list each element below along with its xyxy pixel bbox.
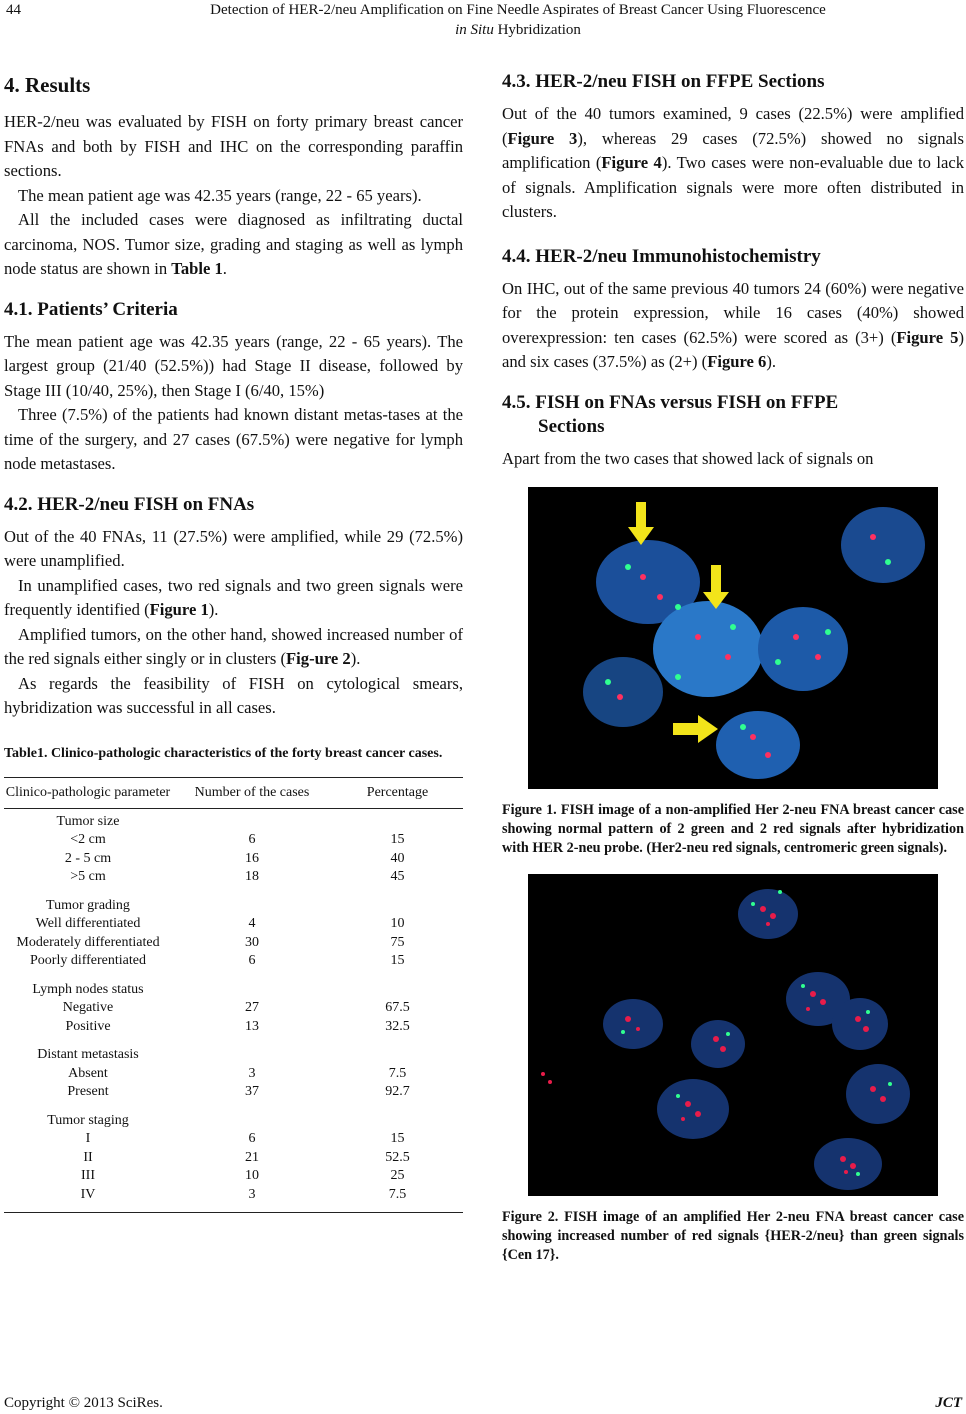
table-cell-cases: 13	[245, 1018, 259, 1034]
page-number: 44	[6, 2, 21, 18]
footer-copyright: Copyright © 2013 SciRes.	[4, 1395, 163, 1411]
table-group-row	[4, 1036, 463, 1065]
table-cell-percentage: 25	[390, 1168, 405, 1183]
fna-paragraph-3: Amplified tumors, on the other hand, showed increased number of the red signals either singly or in clusters (Fig-ure 2).	[4, 624, 463, 668]
table-group-row	[4, 887, 463, 916]
table-cell-percentage: 10	[390, 916, 405, 931]
table-cell-parameter: >5 cm	[70, 869, 106, 884]
table-cell-percentage: 67.5	[385, 1000, 410, 1015]
fna-paragraph-4: As regards the feasibility of FISH on cytological smears, hybridization was successful in all cases.	[4, 673, 463, 717]
table-cell-cases: 6	[248, 832, 256, 847]
table-1-reference: Table 1	[171, 259, 223, 278]
results-heading: 4. Results	[4, 73, 91, 97]
table-cell-percentage: 15	[390, 953, 405, 968]
header-title-line2: in Situ Hybridization	[455, 22, 581, 38]
table-cell-cases: 10	[245, 1168, 259, 1183]
table-cell-percentage: 45	[390, 869, 405, 884]
table-cell-cases: 37	[245, 1084, 259, 1099]
table-cell-parameter: <2 cm	[70, 832, 106, 847]
table-cell-parameter: IV	[4, 1186, 172, 1213]
section-4-1-heading: 4.1. Patients’ Criteria	[4, 298, 178, 320]
table-cell-parameter: Poorly differentiated	[30, 953, 146, 968]
table-cell-parameter: I	[85, 1131, 91, 1146]
table-cell-parameter: Moderately differentiated	[16, 934, 160, 950]
table-group-label: Distant metastasis	[37, 1047, 139, 1062]
table-group-row	[4, 1102, 463, 1131]
table-cell-cases: 21	[245, 1149, 259, 1165]
table-row	[4, 934, 463, 953]
table-cell-cases: 6	[248, 1131, 256, 1146]
fna-paragraph-2: In unamplified cases, two red signals and two green signals were frequently identified (Figure 1).	[4, 575, 463, 619]
table-cell-percentage: 7.5	[332, 1186, 463, 1213]
ffpe-paragraph: Out of the 40 tumors examined, 9 cases (22.5%) were amplified (Figure 3), whereas 29 cases (72.5%) showed no signals amplification (Figure 4). Two cases were non-evaluable due to lack of signals. Amplification signals were more often distributed in clusters.	[502, 104, 964, 221]
footer-journal: JCT	[935, 1395, 962, 1411]
table-cell-parameter: 2 - 5 cm	[64, 850, 112, 866]
section-4-5-heading: 4.5. FISH on FNAs versus FISH on FFPE Sections	[502, 391, 839, 437]
table-cell-parameter: II	[83, 1149, 93, 1165]
table-cell-parameter: Positive	[65, 1018, 111, 1034]
table-row	[4, 1186, 463, 1213]
table-cell-cases: 4	[248, 916, 256, 931]
table-row	[4, 1130, 463, 1149]
fna-paragraph-1: Out of the 40 FNAs, 11 (27.5%) were amplified, while 29 (72.5%) were unamplified.	[4, 526, 463, 570]
table-cell-percentage: 32.5	[385, 1018, 410, 1034]
table-cell-percentage: 15	[390, 832, 405, 847]
table-cell-percentage: 7.5	[388, 1065, 407, 1081]
table-row	[4, 831, 463, 850]
table-row	[4, 999, 463, 1018]
table-cell-cases: 18	[245, 869, 259, 884]
right-column	[502, 70, 964, 1265]
table-cell-percentage: 15	[390, 1131, 405, 1146]
patients-paragraph-2: Three (7.5%) of the patients had known distant metas-tases at the time of the surgery, and 27 cases (67.5%) were negative for lymph node metastases.	[4, 405, 463, 473]
table-cell-parameter: Absent	[68, 1065, 108, 1081]
left-column	[4, 70, 463, 1213]
header-title-line1: Detection of HER-2/neu Amplification on Fine Needle Aspirates of Breast Cancer Using Fluorescence	[210, 2, 826, 18]
table-cell-cases: 6	[248, 953, 256, 968]
table-group-label: Lymph nodes status	[32, 981, 144, 997]
table-cell-cases: 3	[172, 1186, 332, 1213]
table-row	[4, 915, 463, 934]
table-cell-cases: 30	[245, 934, 259, 950]
table-cell-percentage: 92.7	[385, 1084, 410, 1099]
table-group-row	[4, 971, 463, 1000]
table-row	[4, 1149, 463, 1168]
table-row	[4, 1083, 463, 1102]
table-cell-percentage: 40	[390, 850, 405, 866]
table-cell-percentage: 52.5	[385, 1149, 410, 1165]
figure-2-fish-image	[528, 874, 938, 1196]
table-row	[4, 1018, 463, 1037]
table-group-label: Tumor size	[56, 813, 120, 829]
table-header-percentage: Percentage	[332, 777, 463, 808]
table-row	[4, 1065, 463, 1084]
table-row	[4, 868, 463, 887]
table-cell-percentage: 75	[390, 934, 405, 950]
running-header	[70, 0, 966, 40]
results-paragraph-3: All the included cases were diagnosed as infiltrating ductal carcinoma, NOS. Tumor size, grading and staging as well as lymph node status are shown in Table 1.	[4, 210, 463, 278]
table-cell-parameter: Present	[67, 1084, 109, 1099]
table-cell-parameter: Negative	[62, 1000, 114, 1015]
table-caption: Table1. Clinico-pathologic characteristics of the forty breast cancer cases.	[4, 745, 443, 761]
table-group-label: Tumor staging	[47, 1112, 129, 1128]
table-row	[4, 850, 463, 869]
figure-1-caption: Figure 1. FISH image of a non-amplified Her 2-neu FNA breast cancer case showing normal pattern of 2 green and 2 red signals after hybridization with HER 2-neu probe. (Her2-neu red signals, centromeric green signals).	[502, 802, 964, 856]
table-row	[4, 952, 463, 971]
results-paragraph-2: The mean patient age was 42.35 years (range, 22 - 65 years).	[18, 185, 422, 205]
table-group-label: Tumor grading	[46, 897, 130, 913]
table-cell-parameter: III	[81, 1168, 95, 1183]
table-cell-cases: 16	[245, 850, 259, 866]
table-row	[4, 1167, 463, 1186]
table-header-parameter: Clinico-pathologic parameter	[4, 777, 172, 808]
patients-paragraph-1: The mean patient age was 42.35 years (range, 22 - 65 years). The largest group (21/40 (52.5%)) had Stage II disease, followed by Stage III (10/40, 25%), then Stage I (6/40, 15%)	[4, 331, 463, 400]
table-group-row	[4, 808, 463, 831]
table-cell-cases: 3	[248, 1065, 256, 1081]
ihc-paragraph: On IHC, out of the same previous 40 tumors 24 (60%) were negative for the protein expression, while 16 cases (40%) showed overexpression: ten cases (62.5%) were scored as (3+) (Figure 5) and six cases (37.5%) as (2+) (Figure 6).	[502, 278, 964, 371]
table-cell-cases: 27	[245, 1000, 259, 1015]
section-4-3-heading: 4.3. HER-2/neu FISH on FFPE Sections	[502, 71, 825, 92]
figure-1-fish-image	[528, 487, 938, 789]
section-4-4-heading: 4.4. HER-2/neu Immunohistochemistry	[502, 245, 821, 267]
section-4-2-heading: 4.2. HER-2/neu FISH on FNAs	[4, 493, 255, 515]
comparison-paragraph: Apart from the two cases that showed lack of signals on	[502, 448, 874, 468]
table-header-cases: Number of the cases	[172, 777, 332, 808]
figure-2-caption: Figure 2. FISH image of an amplified Her 2-neu FNA breast cancer case showing increased number of red signals {HER-2/neu} than green signals {Cen 17}.	[502, 1209, 964, 1263]
clinico-pathologic-table	[4, 777, 463, 1214]
results-paragraph-1: HER-2/neu was evaluated by FISH on forty primary breast cancer FNAs and both by FISH and IHC on the corresponding paraffin sections.	[4, 112, 463, 180]
table-cell-parameter: Well differentiated	[35, 916, 141, 931]
